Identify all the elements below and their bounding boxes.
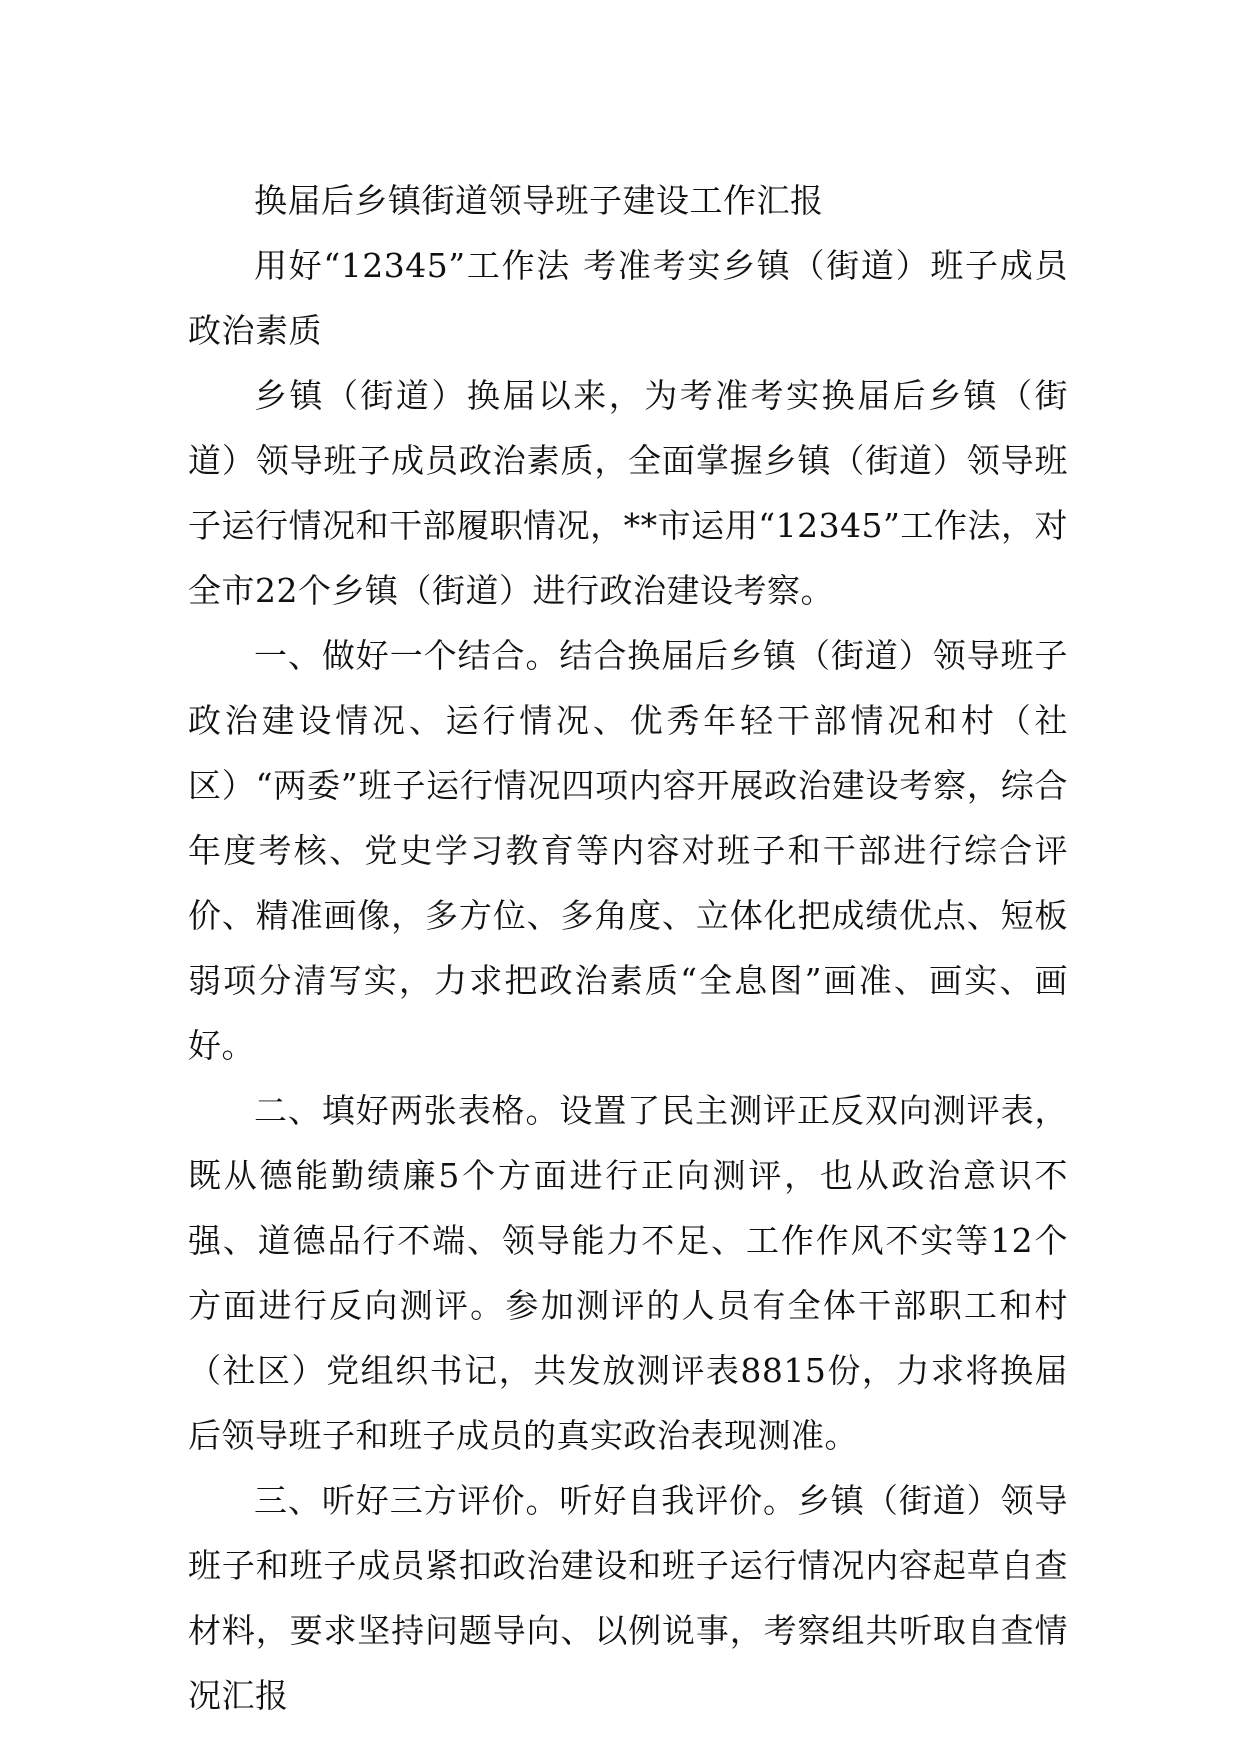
document-subtitle: 用好“12345”工作法 考准考实乡镇（街道）班子成员政治素质 — [188, 246, 1068, 350]
paragraph-section-three: 三、听好三方评价。听好自我评价。乡镇（街道）领导班子和班子成员紧扣政治建设和班子运行情况内容起草自查材料，要求坚持问题导向、以例说事，考察组共听取自查情况汇报 — [188, 1481, 1068, 1715]
paragraph-section-one: 一、做好一个结合。结合换届后乡镇（街道）领导班子政治建设情况、运行情况、优秀年轻干部情况和村（社区）“两委”班子运行情况四项内容开展政治建设考察，综合年度考核、党史学习教育等内容对班子和干部进行综合评价、精准画像，多方位、多角度、立体化把成绩优点、短板弱项分清写实，力求把政治素质“全息图”画准、画实、画好。 — [188, 636, 1068, 1065]
paragraph-section-two: 二、填好两张表格。设置了民主测评正反双向测评表，既从德能勤绩廉5个方面进行正向测评，也从政治意识不强、道德品行不端、领导能力不足、工作作风不实等12个方面进行反向测评。参加测评的人员有全体干部职工和村（社区）党组织书记，共发放测评表8815份，力求将换届后领导班子和班子成员的真实政治表现测准。 — [188, 1091, 1068, 1455]
paragraph-intro: 乡镇（街道）换届以来，为考准考实换届后乡镇（街道）领导班子成员政治素质，全面掌握乡镇（街道）领导班子运行情况和干部履职情况，**市运用“12345”工作法，对全市22个乡镇（街道）进行政治建设考察。 — [188, 376, 1068, 610]
document-title: 换届后乡镇街道领导班子建设工作汇报 — [254, 181, 824, 220]
document-body — [188, 168, 1068, 1728]
